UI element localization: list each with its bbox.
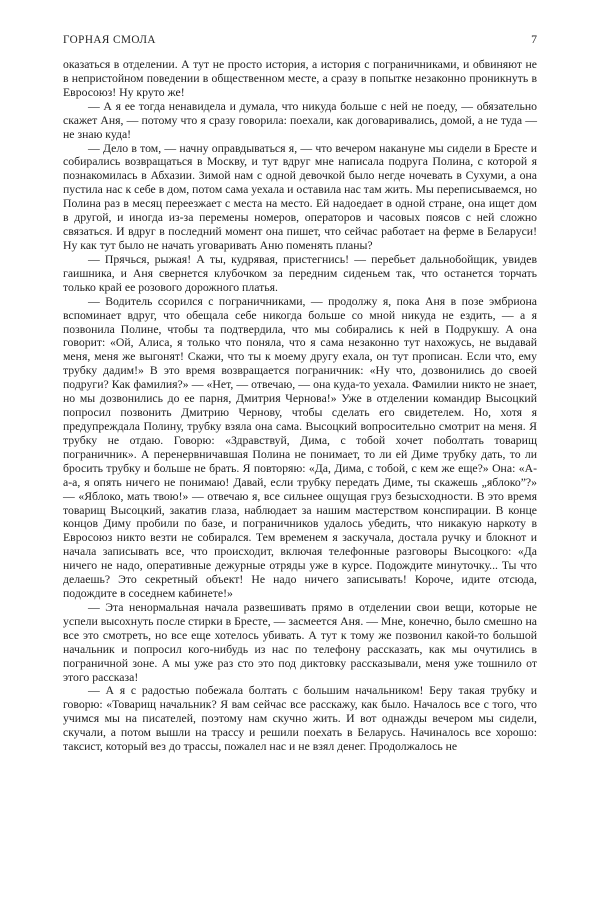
- paragraph: — Прячься, рыжая! А ты, кудрявая, пристегнись! — перебьет дальнобойщик, увидев гаишника, и Аня свернется клубочком за передним сиденьем так, что останется торчать только край ее розового дорожного платья.: [63, 252, 537, 294]
- running-head-title: ГОРНАЯ СМОЛА: [63, 34, 156, 46]
- paragraph: — А я ее тогда ненавидела и думала, что никуда больше с ней не поеду, — обязательно скажет Аня, — потому что я сразу говорила: поехали, как договаривались, домой, а не туда — не знаю куда!: [63, 99, 537, 141]
- page-number: 7: [531, 32, 537, 46]
- body-text-block: [63, 58, 537, 754]
- running-head: [63, 34, 537, 50]
- paragraph: — Водитель ссорился с пограничниками, — продолжу я, пока Аня в позе эмбриона вспоминает вдруг, что обещала себе никогда больше со мной никуда не ездить, — а я позвонила Полине, чтобы та подтвердила, что мы собирались к ней в Подрукшу. А она говорит: «Ой, Алиса, я только что поняла, что я сама незаконно тут нахожусь, не выдавай меня, меня же выгонят! Скажи, что ты к моему другу ехала, он тут прописан. Если что, ему трубку дадим!» В это время возвращается пограничник: «Ну что, дозвонились до своей подруги? Как фамилия?» — «Нет, — отвечаю, — она куда-то уехала. Фамилии никто не знает, но мы дозвонились до ее парня, Дмитрия Чернова!» Уже в отделении командир Высоцкий попросил позвонить Дмитрию Чернову, чтобы сделать его свидетелем. Но, хотя я предупреждала Полину, трубку взяла она сама. Высоцкий вопросительно смотрит на меня. Я трубку не отдаю. Говорю: «Здравствуй, Дима, с тобой хочет поболтать товарищ пограничник». А перенервничавшая Полина не понимает, то ли ей Диме трубку дать, то ли бросить трубку и больше не брать. Я повторяю: «Да, Дима, с тобой, с кем же еще?» Она: «А-а-а, я опять ничего не понимаю! Давай, если трубку передать Диме, ты скажешь „яблоко”?» — «Яблоко, мать твою!» — отвечаю я, все сильнее ощущая груз безысходности. В это время товарищ Высоцкий, закатив глаза, наблюдает за нашим мастерством конспирации. В конце концов Диму пробили по базе, и пограничников удалось убедить, что никакую наркоту в Евросоюз никто везти не собирался. Тем временем я заскучала, достала ручку и блокнот и начала записывать все, что происходит, включая телефонные разговоры Высоцкого: «Да ничего не надо, оперативные дежурные отряды уже в курсе. Подождите минуточку... Ты что делаешь? Это секретный объект! Не надо ничего записывать! Короче, идите отсюда, подождите в соседнем кабинете!»: [63, 294, 537, 601]
- paragraph: — Дело в том, — начну оправдываться я, — что вечером накануне мы сидели в Бресте и собирались возвращаться в Москву, и тут вдруг мне написала подруга Полина, с которой я познакомилась в Абхазии. Зимой нам с одной девочкой было негде ночевать в Сухуми, а она пустила нас к себе в дом, потом сама уехала и оставила нас там жить. Мы переписываемся, но Полина раз в месяц переезжает с места на место. Ей надоедает в одной стране, она ищет дом в другой, и иногда из-за перемены номеров, операторов и часовых поясов с ней сложно связаться. И вдруг в последний момент она пишет, что сейчас работает на ферме в Беларуси! Ну как тут было не начать уговаривать Аню поменять планы?: [63, 141, 537, 252]
- paragraph: — А я с радостью побежала болтать с большим начальником! Беру такая трубку и говорю: «Товарищ начальник? Я вам сейчас все расскажу, как было. Началось все с того, что учимся мы на писателей, поэтому нам скучно жить. И вот однажды вечером мы сидели, скучали, а потом вышли на трассу и решили поехать в Беларусь. Начиналось все хорошо: таксист, который вез до трассы, пожалел нас и не взял денег. Продолжалось не: [63, 684, 537, 754]
- paragraph: — Эта ненормальная начала развешивать прямо в отделении свои вещи, которые не успели высохнуть после стирки в Бресте, — засмеется Аня. — Мне, конечно, было смешно на все это смотреть, но все еще хотелось убивать. А тут к тому же позвонил какой-то большой начальник и попросил кого-нибудь из нас по телефону рассказать, как мы очутились в пограничной зоне. А мы уже раз сто это под диктовку рассказывали, меня уже тошнило от этого рассказа!: [63, 600, 537, 684]
- paragraph: оказаться в отделении. А тут не просто история, а история с пограничниками, и обвиняют не в непристойном поведении в общественном месте, а сразу в попытке незаконно проникнуть в Евросоюз! Ну круто же!: [63, 58, 537, 99]
